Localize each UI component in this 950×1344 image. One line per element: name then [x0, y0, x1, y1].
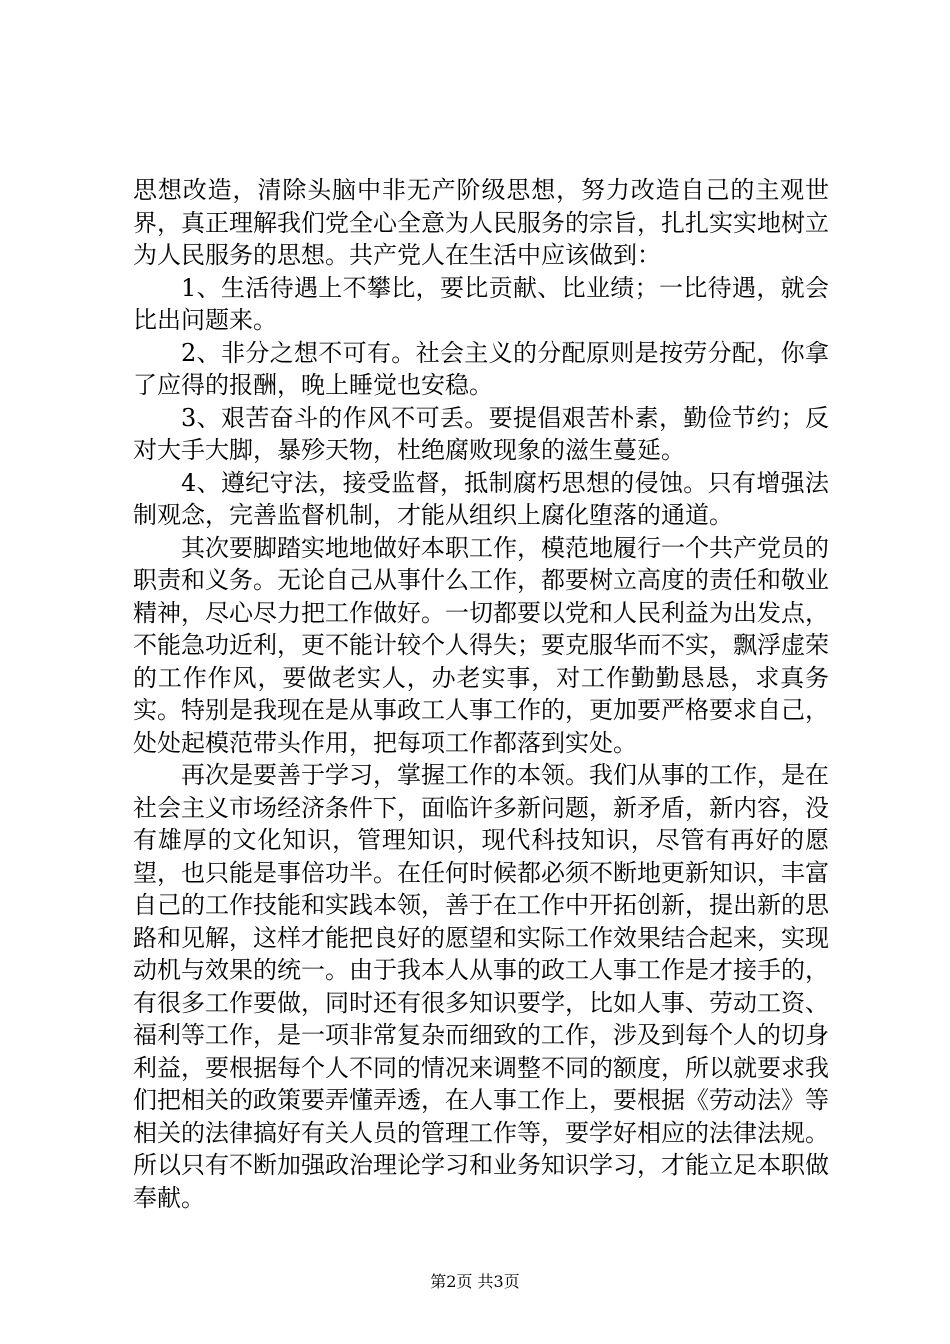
page-number: 第2页 共3页: [430, 1272, 520, 1291]
paragraph-thirdly: 再次是要善于学习，掌握工作的本领。我们从事的工作，是在社会主义市场经济条件下，面临许多新问题，新矛盾，新内容，没有雄厚的文化知识，管理知识，现代科技知识，尽管有再好的愿望，也只能是事倍功半。在任何时候都必须不断地更新知识，丰富自己的工作技能和实践本领，善于在工作中开拓创新，提出新的思路和见解，这样才能把良好的愿望和实际工作效果结合起来，实现动机与效果的统一。由于我本人从事的政工人事工作是才接手的，有很多工作要做，同时还有很多知识要学，比如人事、劳动工资、福利等工作，是一项非常复杂而细致的工作，涉及到每个人的切身利益，要根据每个人不同的情况来调整不同的额度，所以就要求我们把相关的政策要弄懂弄透，在人事工作上，要根据《劳动法》等相关的法律搞好有关人员的管理工作等，要学好相应的法律法规。所以只有不断加强政治理论学习和业务知识学习，才能立足本职做奉献。: [133, 761, 829, 1212]
page-footer: [0, 1272, 950, 1292]
paragraph-secondly: 其次要脚踏实地地做好本职工作，模范地履行一个共产党员的职责和义务。无论自己从事什么工作，都要树立高度的责任和敬业精神，尽心尽力把工作做好。一切都要以党和人民利益为出发点，不能急功近利，更不能计较个人得失；要克服华而不实，飘浮虚荣的工作作风，要做老实人，办老实事，对工作勤勤恳恳，求真务实。特别是我现在是从事政工人事工作的，更加要严格要求自己，处处起模范带头作用，把每项工作都落到实处。: [133, 533, 829, 757]
body-text: [133, 174, 829, 1214]
paragraph-item-1: 1、生活待遇上不攀比，要比贡献、比业绩；一比待遇，就会比出问题来。: [133, 273, 829, 334]
paragraph-item-4: 4、遵纪守法，接受监督，抵制腐朽思想的侵蚀。只有增强法制观念，完善监督机制，才能从组织上腐化堕落的通道。: [133, 468, 829, 529]
paragraph-item-3: 3、艰苦奋斗的作风不可丢。要提倡艰苦朴素，勤俭节约；反对大手大脚，暴殄天物，杜绝腐败现象的滋生蔓延。: [133, 403, 829, 464]
paragraph-item-2: 2、非分之想不可有。社会主义的分配原则是按劳分配，你拿了应得的报酬，晚上睡觉也安稳。: [133, 338, 829, 399]
paragraph-continuation: 思想改造，清除头脑中非无产阶级思想，努力改造自己的主观世界，真正理解我们党全心全意为人民服务的宗旨，扎扎实实地树立为人民服务的思想。共产党人在生活中应该做到：: [133, 176, 829, 269]
